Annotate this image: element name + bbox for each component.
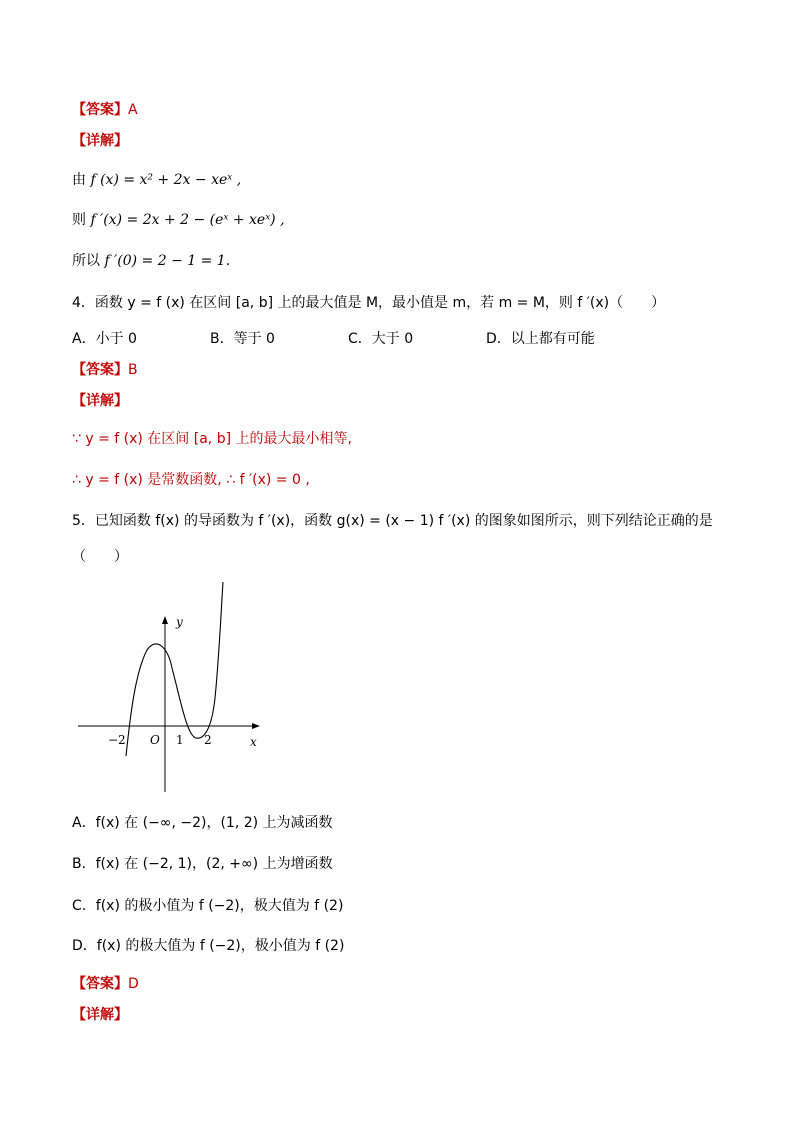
- q5-detail-tag: [72, 1005, 128, 1025]
- q4-stem: 4．函数 y = f (x) 在区间 [a, b] 上的最大值是 M，最小值是 m，若 m = M，则 f ′(x)（ ）: [72, 295, 666, 311]
- answer-tag: 【答案】: [72, 362, 128, 378]
- x-axis-label: x: [250, 735, 257, 749]
- y-axis-label: y: [176, 615, 183, 629]
- answer-value: B: [128, 362, 138, 378]
- q4-answer: [72, 360, 138, 380]
- q3-detail-line-3: [72, 251, 230, 271]
- detail-formula: f ′(x) = 2x + 2 − (eˣ + xeˣ) ,: [90, 212, 285, 228]
- q3-detail-tag: [72, 131, 128, 151]
- tick-label-1: 1: [176, 733, 184, 747]
- detail-text: 由: [72, 172, 86, 188]
- q4-option-a: A．小于 0: [72, 331, 137, 347]
- tick-label-2: 2: [204, 733, 212, 747]
- detail-formula: f (x) = x² + 2x − xeˣ ,: [90, 172, 242, 188]
- q5-option-c: C．f(x) 的极小值为 f (−2)，极大值为 f (2): [72, 898, 344, 914]
- q5-stem-paren: （ ）: [72, 549, 128, 565]
- q4-option-c: C．大于 0: [348, 331, 414, 347]
- detail-tag: 【详解】: [72, 133, 128, 149]
- detail-tag: 【详解】: [72, 1007, 128, 1023]
- q5-option-a: A．f(x) 在 (−∞, −2)，(1, 2) 上为减函数: [72, 815, 333, 831]
- detail-text: 则: [72, 212, 86, 228]
- q4-detail-tag: [72, 391, 128, 411]
- answer-tag: 【答案】: [72, 102, 128, 118]
- x-axis-arrow: [252, 723, 260, 729]
- g-curve: [126, 582, 223, 756]
- q3-detail-line-1: [72, 170, 241, 190]
- answer-tag: 【答案】: [72, 976, 128, 992]
- detail-text: 所以: [72, 253, 100, 269]
- origin-label: O: [150, 733, 160, 747]
- answer-value: A: [128, 102, 138, 118]
- q4-option-d: D．以上都有可能: [486, 331, 595, 347]
- q5-stem: 5．已知函数 f(x) 的导函数为 f ′(x)，函数 g(x) = (x − 1) f ′(x) 的图象如图所示，则下列结论正确的是: [72, 513, 713, 529]
- q5-answer: [72, 974, 139, 994]
- tick-label-neg2: −2: [108, 733, 126, 747]
- q4-detail-line-1: ∵ y = f (x) 在区间 [a, b] 上的最大最小相等,: [72, 431, 352, 447]
- q5-option-d: D．f(x) 的极大值为 f (−2)，极小值为 f (2): [72, 938, 345, 954]
- q3-answer: [72, 100, 138, 120]
- detail-formula: f ′(0) = 2 − 1 = 1.: [104, 253, 231, 269]
- q3-detail-line-2: [72, 210, 285, 230]
- q4-detail-line-2: ∴ y = f (x) 是常数函数, ∴ f ′(x) = 0 ,: [72, 472, 310, 488]
- answer-value: D: [128, 976, 139, 992]
- q5-option-b: B．f(x) 在 (−2, 1)，(2, +∞) 上为增函数: [72, 856, 333, 872]
- y-axis-arrow: [162, 616, 168, 624]
- q4-option-b: B．等于 0: [210, 331, 275, 347]
- q5-function-graph: [72, 578, 272, 794]
- detail-tag: 【详解】: [72, 393, 128, 409]
